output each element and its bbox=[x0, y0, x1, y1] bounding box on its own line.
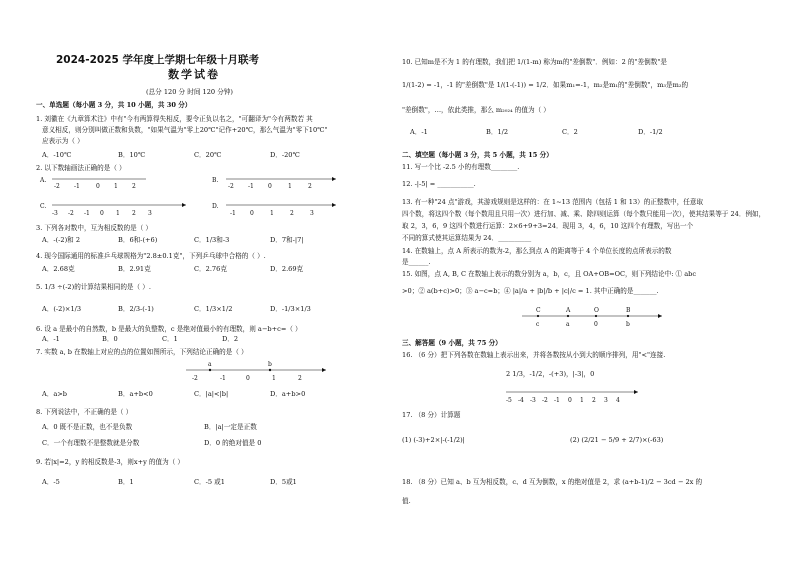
svg-text:-1: -1 bbox=[84, 210, 90, 217]
q13-line2: 四个数，将这四个数（每个数用且只用一次）进行加、减、乘、除四则运算（每个数只能用一次），使其结果等于 24．例如， bbox=[402, 210, 766, 218]
q8-option-b[interactable]: B．|a|一定是正数 bbox=[204, 423, 257, 431]
svg-text:3: 3 bbox=[310, 210, 314, 217]
svg-text:-2: -2 bbox=[542, 397, 548, 404]
q18-line2: 值. bbox=[402, 497, 411, 505]
svg-text:a: a bbox=[566, 321, 570, 328]
q13-line3: 取 2，3，6，9 这四个数进行运算：2×6+9+3=24．现用 3，4，6，10 这四个有理数，写出一个 bbox=[402, 222, 694, 230]
q7-point-b bbox=[269, 369, 271, 371]
svg-text:1: 1 bbox=[272, 375, 276, 382]
q2-label-a: A. bbox=[40, 177, 47, 184]
svg-text:0: 0 bbox=[568, 397, 572, 404]
svg-text:B: B bbox=[626, 307, 631, 314]
svg-text:-1: -1 bbox=[554, 397, 560, 404]
q2-label-c: C. bbox=[40, 203, 47, 210]
q13-line1: 13. 有一种"24 点"游戏，其游戏规则是这样的：在 1~13 范围内（包括 1 和 13）的正整数中，任意取 bbox=[402, 198, 704, 206]
q14-line1: 14. 在数轴上，点 A 所表示的数为-2，那么到点 A 的距离等于 4 个单位长度的点所表示的数 bbox=[402, 247, 672, 255]
svg-text:0: 0 bbox=[100, 210, 104, 217]
q4-option-b[interactable]: B．2.91克 bbox=[118, 265, 151, 273]
q3-stem: 3. 下列各对数中，互为相反数的是（ ） bbox=[36, 224, 152, 232]
section-1-heading: 一、单选题（每小题 3 分，共 10 小题，共 30 分） bbox=[36, 101, 192, 109]
q10-options bbox=[410, 128, 714, 136]
q6-option-b[interactable]: B．0 bbox=[102, 335, 118, 343]
q2-stem: 2. 以下数轴画法正确的是（ ） bbox=[36, 164, 126, 172]
svg-text:b: b bbox=[626, 321, 630, 328]
q3-option-c[interactable]: C．1/3和-3 bbox=[194, 236, 230, 244]
q1-option-c[interactable]: C．20℃ bbox=[194, 151, 222, 159]
svg-text:-4: -4 bbox=[518, 397, 524, 404]
q7-option-d[interactable]: D．a+b>0 bbox=[270, 390, 306, 398]
q5-option-c[interactable]: C．1/3×1/2 bbox=[194, 305, 233, 313]
q15-line1: 15. 如图，点 A, B, C 在数轴上表示的数分别为 a，b，c，且 OA+OB=OC，则下列结论中: ① abc bbox=[402, 270, 697, 278]
q4-option-c[interactable]: C．2.76克 bbox=[194, 265, 227, 273]
svg-text:a: a bbox=[208, 361, 212, 368]
svg-text:-5: -5 bbox=[506, 397, 512, 404]
q2-number-lines bbox=[36, 172, 396, 220]
q9-option-b[interactable]: B．1 bbox=[118, 478, 134, 486]
q3-option-d[interactable]: D．7和-|7| bbox=[270, 236, 304, 244]
q1-line1: 1. 刘徽在《九章算术注》中有"今有两算得失相反，要令正负以名之，"可翻译为"今有两数若 其 bbox=[36, 115, 313, 123]
q7-stem: 7. 实数 a, b 在数轴上对应的点的位置如图所示，下列结论正确的是（ ） bbox=[36, 348, 248, 356]
svg-text:O: O bbox=[594, 307, 599, 314]
svg-text:-1: -1 bbox=[230, 210, 236, 217]
q3-option-a[interactable]: A．-(-2)和 2 bbox=[42, 236, 81, 244]
q8-option-c[interactable]: C．一个有理数不是整数就是分数 bbox=[42, 439, 140, 447]
q10-line3: "差倒数"，…，依此类推，那么 m₂₀₂₄ 的值为（ ） bbox=[402, 106, 550, 114]
svg-text:2: 2 bbox=[132, 210, 136, 217]
q6-stem: 6. 设 a 是最小的自然数，b 是最大的负整数，c 是绝对值最小的有理数，则 a−b+c=（ ） bbox=[36, 325, 302, 333]
svg-text:1: 1 bbox=[288, 183, 292, 190]
q7-number-line bbox=[186, 360, 336, 384]
svg-text:0: 0 bbox=[268, 183, 272, 190]
svg-text:1: 1 bbox=[270, 210, 274, 217]
q16-number-line bbox=[506, 384, 646, 406]
svg-text:A: A bbox=[566, 307, 571, 314]
q3-option-b[interactable]: B．6和-(+6) bbox=[118, 236, 158, 244]
q4-option-a[interactable]: A．2.68克 bbox=[42, 265, 75, 273]
q18-line1: 18. （8 分）已知 a、b 互为相反数，c、d 互为倒数，x 的绝对值是 2，求 (a+b-1)/2 − 3cd − 2x 的 bbox=[402, 478, 703, 486]
q10-option-d[interactable]: D．-1/2 bbox=[638, 128, 663, 136]
q17-part2: (2) (2/21 − 5/9 + 2/7)×(-63) bbox=[570, 436, 664, 444]
q5-option-d[interactable]: D．-1/3×1/3 bbox=[270, 305, 311, 313]
svg-text:2: 2 bbox=[290, 210, 294, 217]
svg-text:0: 0 bbox=[250, 210, 254, 217]
q8-stem: 8. 下列说法中，不正确的是（ ） bbox=[36, 408, 133, 416]
svg-text:2: 2 bbox=[308, 183, 312, 190]
q7-option-b[interactable]: B．a+b<0 bbox=[118, 390, 153, 398]
svg-text:-2: -2 bbox=[54, 183, 60, 190]
q10-line2: 1/(1-2) = -1，-1 的"差倒数"是 1/(1-(-1)) = 1/2．如果m₁=-1，m₂是m₁的"差倒数"，m₃是m₂的 bbox=[402, 81, 689, 89]
q6-option-d[interactable]: D．2 bbox=[222, 335, 239, 343]
q7-option-a[interactable]: A．a>b bbox=[42, 390, 68, 398]
q6-option-a[interactable]: A．-1 bbox=[42, 335, 60, 343]
q7-point-a bbox=[209, 369, 211, 371]
q1-options bbox=[42, 151, 346, 159]
q9-option-a[interactable]: A．-5 bbox=[42, 478, 60, 486]
q5-option-a[interactable]: A．(-2)×1/3 bbox=[42, 305, 82, 313]
q17-stem: 17. （8 分）计算题 bbox=[402, 411, 461, 419]
q10-option-a[interactable]: A．-1 bbox=[410, 128, 428, 136]
q17-part1: (1) (-3)+2×|-(-1/2)| bbox=[402, 436, 465, 444]
q10-option-b[interactable]: B．1/2 bbox=[486, 128, 509, 136]
q8-option-a[interactable]: A．0 既不是正数，也不是负数 bbox=[42, 423, 133, 431]
q4-stem: 4. 现今国际通用的标准乒乓球规格为"2.8±0.1克"，下列乒乓球中合格的（ ）. bbox=[36, 252, 266, 260]
q14-line2: 是______. bbox=[402, 258, 431, 266]
svg-text:-2: -2 bbox=[192, 375, 198, 382]
q13-line4: 不同的算式使其运算结果为 24．__________ bbox=[402, 234, 532, 242]
svg-text:-2: -2 bbox=[228, 183, 234, 190]
svg-text:c: c bbox=[536, 321, 540, 328]
svg-text:b: b bbox=[268, 361, 272, 368]
svg-text:-1: -1 bbox=[220, 375, 226, 382]
svg-text:-1: -1 bbox=[74, 183, 80, 190]
q7-option-c[interactable]: C．|a|<|b| bbox=[194, 390, 229, 398]
q9-stem: 9. 若|x|=2，y 的相反数是-3，则x+y 的值为（ ） bbox=[36, 458, 184, 466]
svg-text:2: 2 bbox=[592, 397, 596, 404]
svg-text:0: 0 bbox=[594, 321, 598, 328]
q9-option-c[interactable]: C．-5 或1 bbox=[194, 478, 225, 486]
q5-option-b[interactable]: B．2/3-(-1) bbox=[118, 305, 154, 313]
svg-text:-3: -3 bbox=[52, 210, 58, 217]
svg-text:-2: -2 bbox=[68, 210, 74, 217]
q10-option-c[interactable]: C．2 bbox=[562, 128, 578, 136]
svg-text:0: 0 bbox=[96, 183, 100, 190]
svg-text:2: 2 bbox=[132, 183, 136, 190]
svg-text:-3: -3 bbox=[530, 397, 536, 404]
svg-text:1: 1 bbox=[114, 183, 118, 190]
exam-meta: (总分 120 分 时间 120 分钟) bbox=[146, 88, 233, 96]
q6-option-c[interactable]: C．1 bbox=[162, 335, 178, 343]
section-3-heading: 三、解答题（9 小题，共 75 分） bbox=[402, 339, 502, 347]
q15-number-line bbox=[522, 306, 672, 330]
q2-label-b: B. bbox=[212, 177, 219, 184]
q5-stem: 5. 1/3 ÷(-2)的计算结果相同的是（ ）. bbox=[36, 283, 151, 291]
q1-line3: 应表示为（ ） bbox=[42, 137, 84, 145]
q6-options bbox=[42, 335, 282, 343]
q1-option-d[interactable]: D．-20℃ bbox=[270, 151, 300, 159]
section-2-heading: 二、填空题（每小题 3 分，共 5 小题，共 15 分） bbox=[402, 151, 553, 159]
svg-text:3: 3 bbox=[148, 210, 152, 217]
q1-option-b[interactable]: B．10℃ bbox=[118, 151, 146, 159]
q10-line1: 10. 已知m是不为 1 的有理数，我们把 1/(1-m) 称为m的"差倒数"．例如：2 的"差倒数"是 bbox=[402, 58, 667, 66]
q15-line2: >0；② a(b+c)>0；③ a−c=b；④ |a|/a + |b|/b + |c|/c = 1. 其中正确的是_______. bbox=[402, 287, 659, 295]
q7-options bbox=[42, 390, 346, 398]
exam-title: 2024-2025 学年度上学期七年级十月联考 bbox=[56, 54, 259, 66]
svg-text:1: 1 bbox=[580, 397, 584, 404]
q5-options bbox=[42, 305, 346, 313]
q12-stem: 12. -|-5| = ___________. bbox=[402, 180, 476, 188]
q4-option-d[interactable]: D．2.69克 bbox=[270, 265, 304, 273]
q16-numbers: 2 1/3，-1/2，-(+3)，|-3|，0 bbox=[506, 370, 595, 378]
q8-option-d[interactable]: D．0 的绝对值是 0 bbox=[204, 439, 262, 447]
svg-text:0: 0 bbox=[246, 375, 250, 382]
svg-text:3: 3 bbox=[604, 397, 608, 404]
q4-options bbox=[42, 265, 346, 273]
q9-option-d[interactable]: D．5或1 bbox=[270, 478, 297, 486]
exam-subtitle: 数学试卷 bbox=[168, 68, 220, 81]
svg-text:-1: -1 bbox=[248, 183, 254, 190]
q1-option-a[interactable]: A．-10℃ bbox=[42, 151, 72, 159]
q16-stem: 16. （6 分）把下列各数在数轴上表示出来，并将各数按从小到大的顺序排列，用"<"连接. bbox=[402, 351, 666, 359]
q9-options bbox=[42, 478, 346, 486]
svg-text:C: C bbox=[536, 307, 541, 314]
q3-options bbox=[42, 236, 346, 244]
q11-stem: 11. 写一个比 -2.5 小的有理数________. bbox=[402, 163, 520, 171]
q2-label-d: D. bbox=[212, 203, 219, 210]
svg-text:1: 1 bbox=[116, 210, 120, 217]
svg-text:2: 2 bbox=[298, 375, 302, 382]
q1-line2: 意义相反，则分别叫做正数和负数，"如果气温为"零上20℃"记作+20℃，那么气温为"零下10℃" bbox=[42, 126, 328, 134]
svg-text:4: 4 bbox=[616, 397, 620, 404]
